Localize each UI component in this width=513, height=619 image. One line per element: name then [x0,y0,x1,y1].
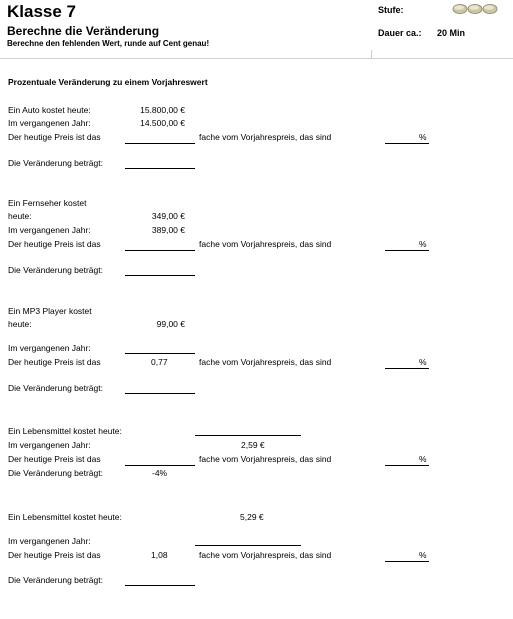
task-item-label: Ein Fernseher kostet [8,198,87,208]
change-label: Die Veränderung beträgt: [8,158,103,168]
worksheet-instruction: Berechne den fehlenden Wert, runde auf Cent genau! [7,39,210,48]
change-answer-field[interactable] [125,168,195,169]
percent-answer-field[interactable] [385,368,429,369]
task-item-label: Ein Lebensmittel kostet heute: [8,512,122,522]
price-today-prefix: Der heutige Preis ist das [8,454,101,464]
page-title: Klasse 7 [7,2,76,21]
change-answer-field[interactable] [125,585,195,586]
task-item-label-cont: heute: [8,211,32,221]
header-divider [0,58,513,59]
percent-sign: % [419,239,427,249]
task-item-label-cont: heute: [8,319,32,329]
price-today-prefix: Der heutige Preis ist das [8,550,101,560]
price-today-prefix: Der heutige Preis ist das [8,132,101,142]
percent-answer-field[interactable] [385,561,429,562]
price-last-year: 389,00 € [151,225,185,235]
change-label: Die Veränderung beträgt: [8,575,103,585]
price-today: 5,29 € [240,512,264,522]
factor-answer-field[interactable] [125,465,195,466]
price-today-suffix: fache vom Vorjahrespreis, das sind [199,454,332,464]
last-year-label: Im vergangenen Jahr: [8,225,91,235]
percent-sign: % [419,132,427,142]
price-today: 15.800,00 € [140,105,185,115]
factor-answer-field[interactable] [125,250,195,251]
percent-answer-field[interactable] [385,250,429,251]
section-title: Prozentuale Veränderung zu einem Vorjahreswert [8,77,208,87]
percent-sign: % [419,550,427,560]
change-label: Die Veränderung beträgt: [8,383,103,393]
price-today: 99,00 € [156,319,185,329]
price-today-prefix: Der heutige Preis ist das [8,357,101,367]
change-answer-field[interactable] [125,275,195,276]
percent-sign: % [419,454,427,464]
task-item-label: Ein Auto kostet heute: [8,105,91,115]
price-today-suffix: fache vom Vorjahrespreis, das sind [199,357,332,367]
price-today-suffix: fache vom Vorjahrespreis, das sind [199,239,332,249]
task-item-label: Ein MP3 Player kostet [8,306,92,316]
price-last-year: 14.500,00 € [140,118,185,128]
three-coins-icon [452,2,498,16]
price-today-suffix: fache vom Vorjahrespreis, das sind [199,132,332,142]
price-today-suffix: fache vom Vorjahrespreis, das sind [199,550,332,560]
dauer-label: Dauer ca.: [378,28,422,38]
stufe-label: Stufe: [378,5,404,15]
change-answer-field[interactable] [125,393,195,394]
last-year-answer-field[interactable] [195,545,301,546]
percent-sign: % [419,357,427,367]
factor-value: 0,77 [151,357,168,367]
price-today-answer-field[interactable] [195,435,301,436]
last-year-label: Im vergangenen Jahr: [8,440,91,450]
task-item-label: Ein Lebensmittel kostet heute: [8,426,122,436]
percent-answer-field[interactable] [385,143,429,144]
price-today-prefix: Der heutige Preis ist das [8,239,101,249]
factor-value: 1,08 [151,550,168,560]
price-last-year: 2,59 € [241,440,265,450]
change-label: Die Veränderung beträgt: [8,468,103,478]
last-year-answer-field[interactable] [125,353,195,354]
change-label: Die Veränderung beträgt: [8,265,103,275]
worksheet-subtitle: Berechne die Veränderung [7,24,160,38]
last-year-label: Im vergangenen Jahr: [8,118,91,128]
dauer-value: 20 Min [437,28,466,38]
header-divider-tick [371,50,372,59]
percent-answer-field[interactable] [385,465,429,466]
factor-answer-field[interactable] [125,143,195,144]
change-value: -4% [152,468,168,478]
last-year-label: Im vergangenen Jahr: [8,343,91,353]
last-year-label: Im vergangenen Jahr: [8,536,91,546]
price-today: 349,00 € [151,211,185,221]
